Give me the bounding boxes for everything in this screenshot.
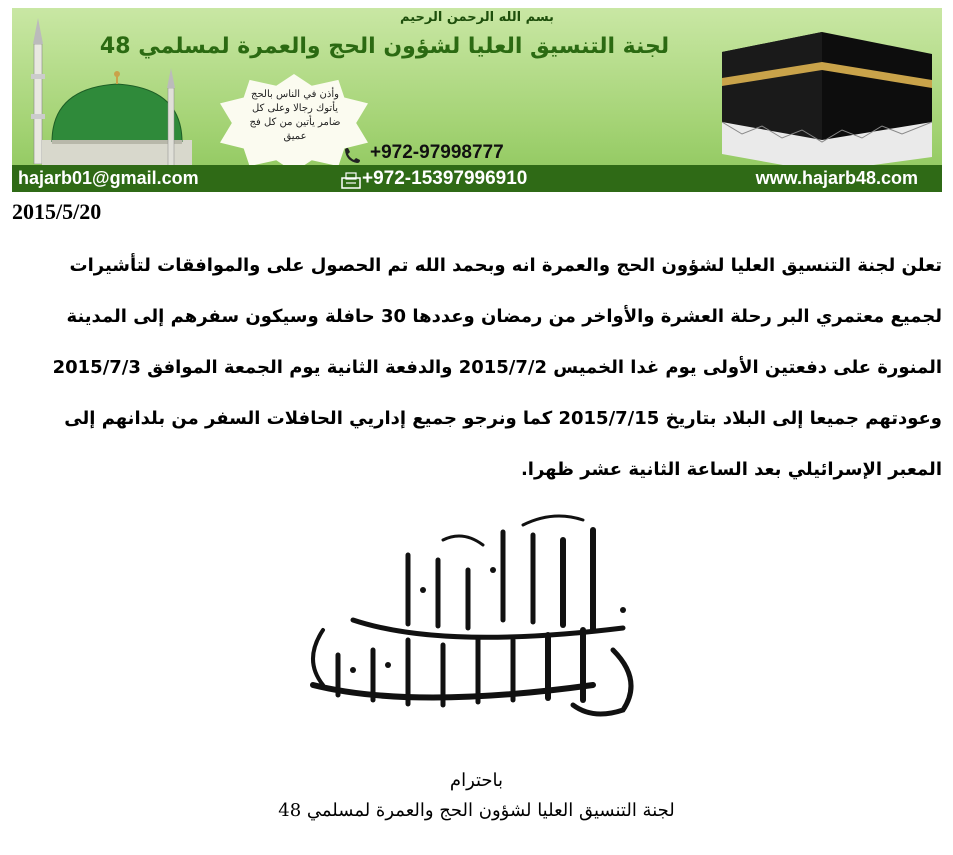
announcement-line: تعلن لجنة التنسيق العليا لشؤون الحج والعمرة انه وبحمد الله تم الحصول على والموافقات لتأشيرات [69, 255, 942, 276]
basmala: بسم الله الرحمن الرحيم [400, 10, 554, 25]
announcement-line: المعبر الإسرائيلي بعد الساعة الثانية عشر ظهرا. [520, 459, 942, 480]
announcement-text [12, 240, 942, 495]
document-date: 2015/5/20 [12, 199, 102, 224]
announcement-line: لجميع معتمري البر رحلة العشرة والأواخر من رمضان وعددها 30 حافلة وسيكون سفرهم إلى المدينة [66, 306, 942, 327]
website-url: www.hajarb48.com [755, 168, 918, 188]
fax-number: +972-15397996910 [362, 168, 528, 189]
announcement-line: المنورة على دفعتين الأولى يوم غدا الخميس 2015/7/2 والدفعة الثانية يوم الجمعة الموافق 2015/7/3 [52, 357, 942, 378]
signoff-organization: لجنة التنسيق العليا لشؤون الحج والعمرة لمسلمي 48 [278, 800, 675, 821]
announcement-line: وعودتهم جميعا إلى البلاد بتاريخ 2015/7/15 كما ونرجو جميع إداريي الحافلات السفر من بلدانهم إلى [64, 408, 942, 429]
minaret-icon [162, 66, 180, 166]
email-address: hajarb01@gmail.com [18, 168, 199, 188]
phone-number: +972-97998777 [370, 142, 504, 163]
organization-title: لجنة التنسيق العليا لشؤون الحج والعمرة لمسلمي 48 [99, 34, 670, 59]
calligraphy-greeting [293, 510, 663, 725]
phone-icon [342, 146, 364, 164]
signoff-regards: باحترام [449, 770, 504, 791]
header-banner [12, 8, 942, 192]
quran-verse: وأذن في الناس بالحج يأتوك رجالا وعلى كل ضامر يأتين من كل فج عميق [249, 89, 341, 142]
kaaba-icon [702, 22, 942, 172]
fax-icon [340, 172, 362, 190]
